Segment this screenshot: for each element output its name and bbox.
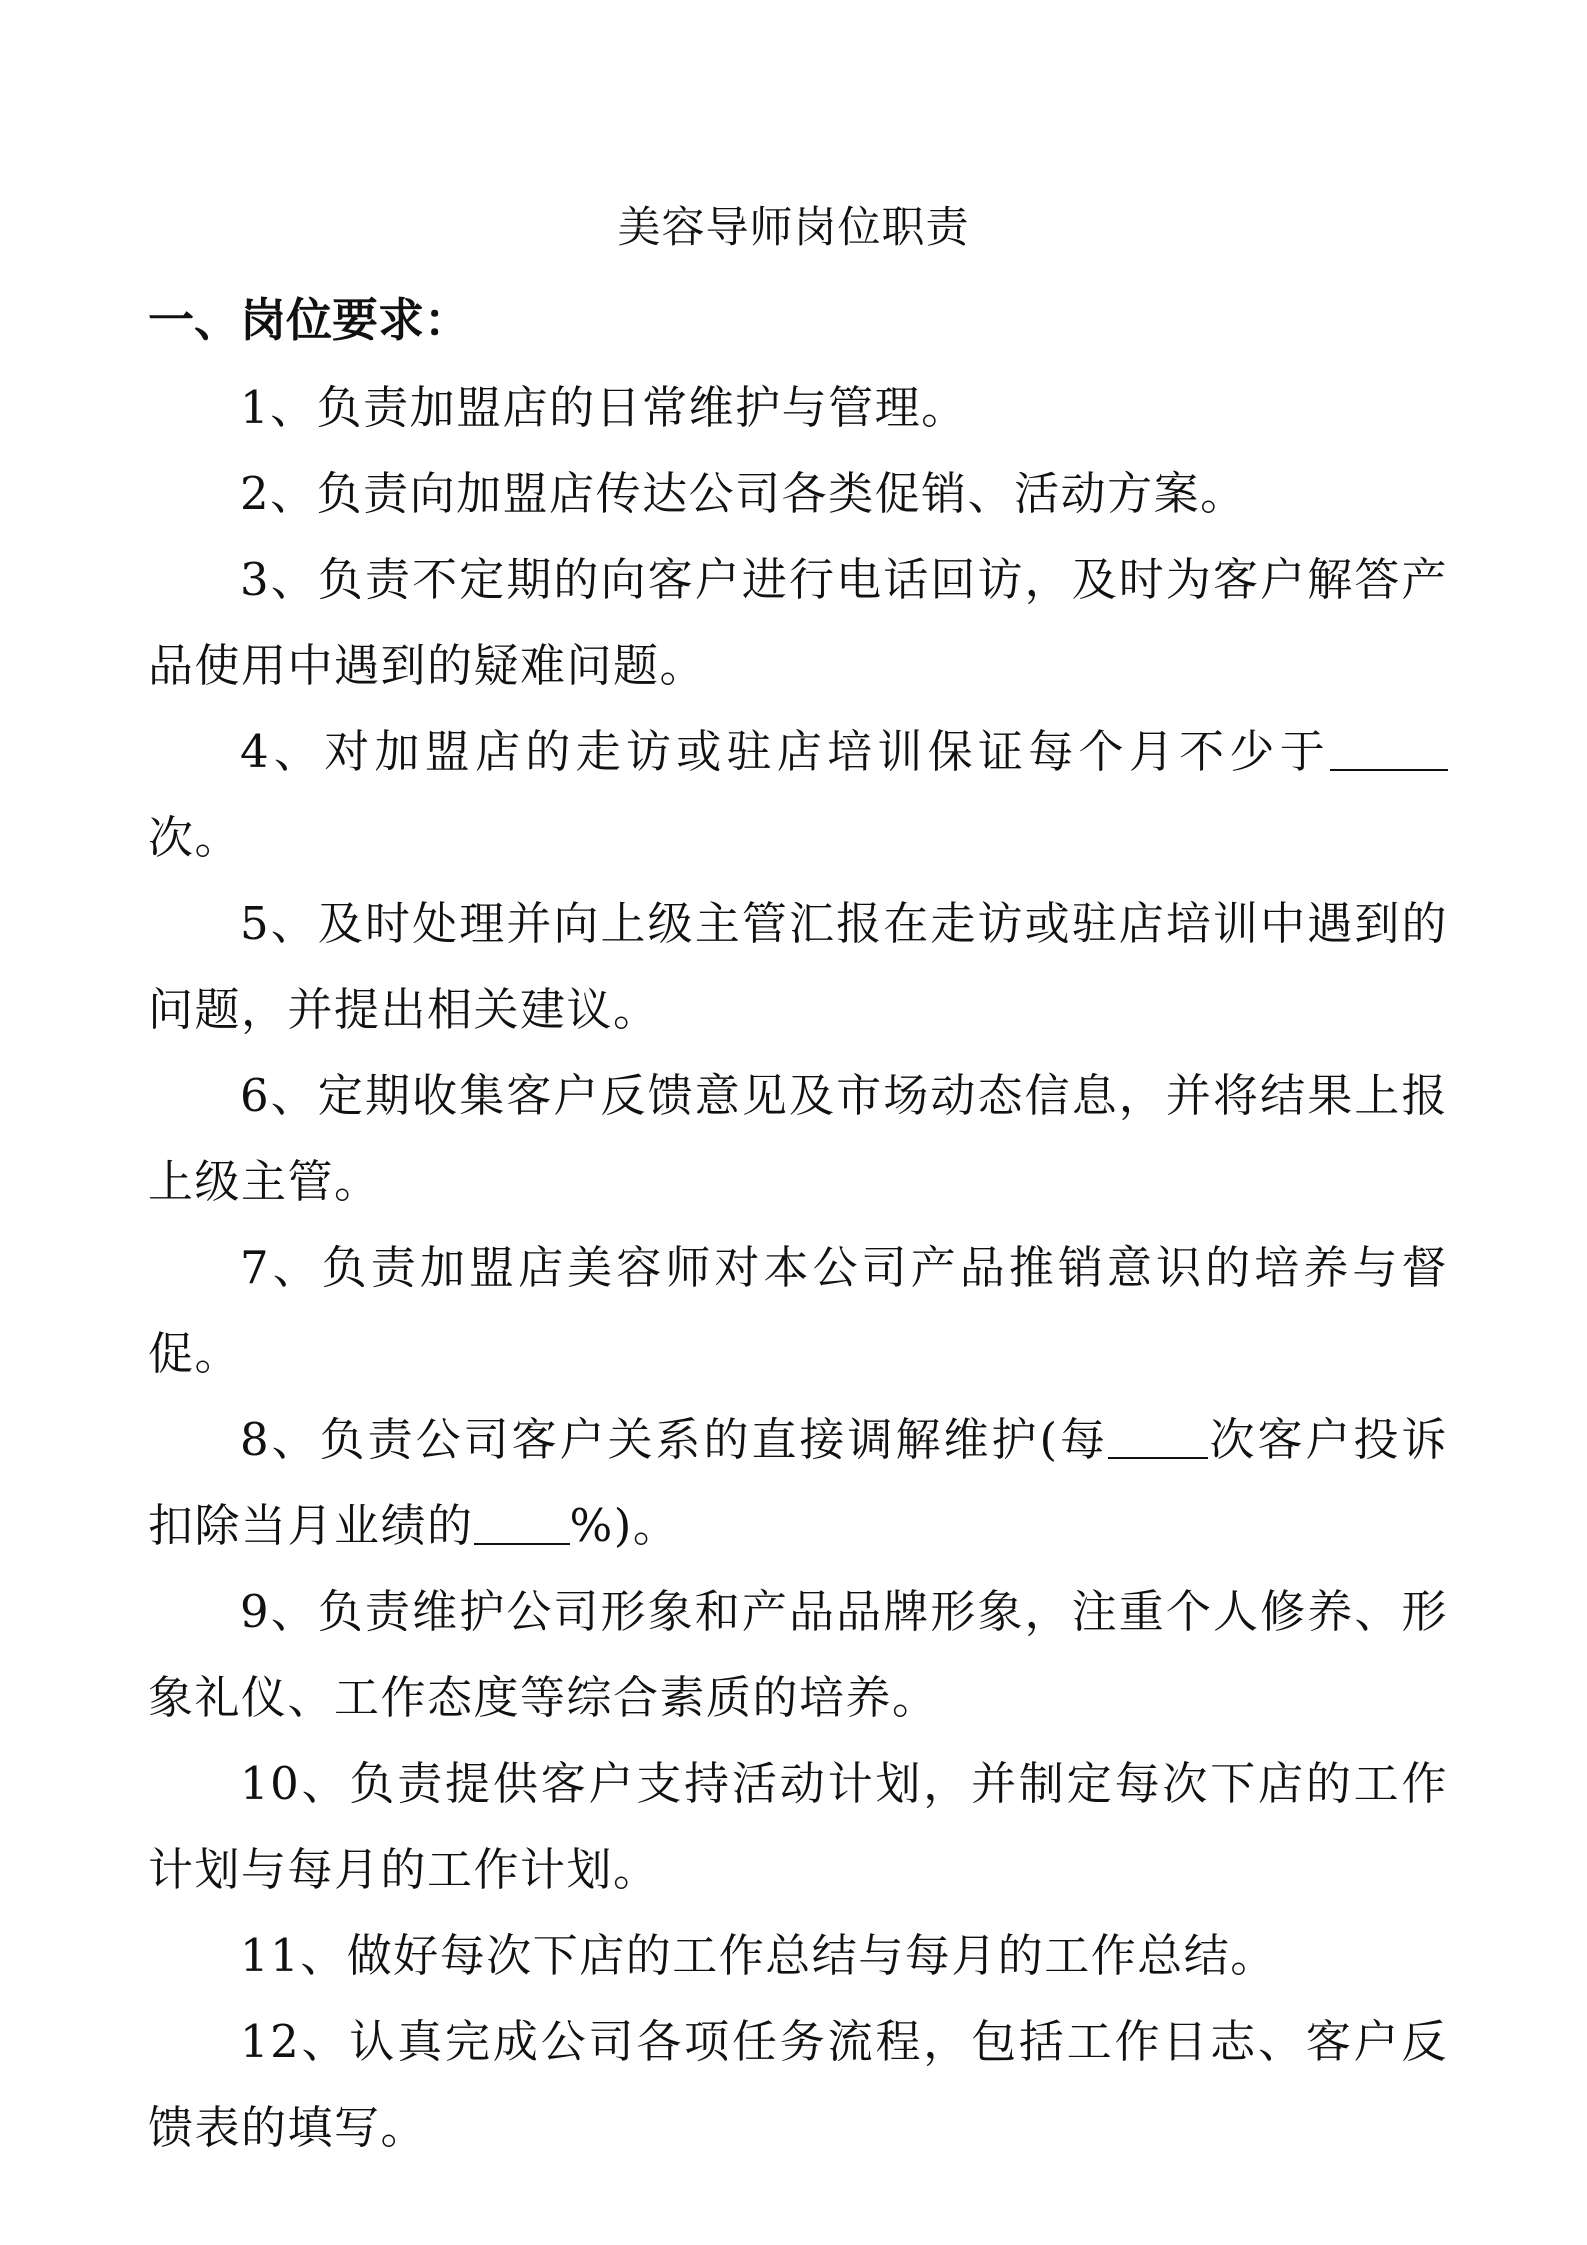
list-item: 3、负责不定期的向客户进行电话回访，及时为客户解答产品使用中遇到的疑难问题。 [148, 553, 1448, 692]
item-text: 4、对加盟店的走访或驻店培训保证每个月不少于 [240, 725, 1330, 778]
item-text: %)。 [569, 1499, 680, 1552]
list-item: 2、负责向加盟店传达公司各类促销、活动方案。 [240, 467, 1247, 520]
section-heading: 一、岗位要求： [148, 293, 470, 347]
item-text: 8、负责公司客户关系的直接调解维护(每 [240, 1413, 1109, 1466]
item-text: 次客户投诉扣除当月业绩的 [148, 1413, 1448, 1552]
list-item: 5、及时处理并向上级主管汇报在走访或驻店培训中遇到的问题，并提出相关建议。 [148, 897, 1448, 1036]
document-title: 美容导师岗位职责 [617, 203, 970, 253]
item-text: 次。 [148, 811, 242, 864]
list-item [148, 1397, 1448, 1569]
list-item: 11、做好每次下店的工作总结与每月的工作总结。 [240, 1929, 1277, 1982]
list-item: 10、负责提供客户支持活动计划，并制定每次下店的工作计划与每月的工作计划。 [148, 1757, 1448, 1896]
duty-list [148, 365, 1448, 2171]
list-item: 7、负责加盟店美容师对本公司产品推销意识的培养与督促。 [148, 1241, 1448, 1380]
list-item: 12、认真完成公司各项任务流程，包括工作日志、客户反馈表的填写。 [148, 2015, 1448, 2154]
list-item: 6、定期收集客户反馈意见及市场动态信息，并将结果上报上级主管。 [148, 1069, 1448, 1208]
fill-blank-complaints[interactable] [1108, 1417, 1208, 1459]
fill-blank-visits[interactable] [1330, 729, 1448, 771]
list-item [148, 709, 1448, 881]
list-item: 9、负责维护公司形象和产品品牌形象，注重个人修养、形象礼仪、工作态度等综合素质的培养。 [148, 1585, 1448, 1724]
fill-blank-percent[interactable] [474, 1503, 570, 1545]
list-item: 1、负责加盟店的日常维护与管理。 [240, 381, 968, 434]
